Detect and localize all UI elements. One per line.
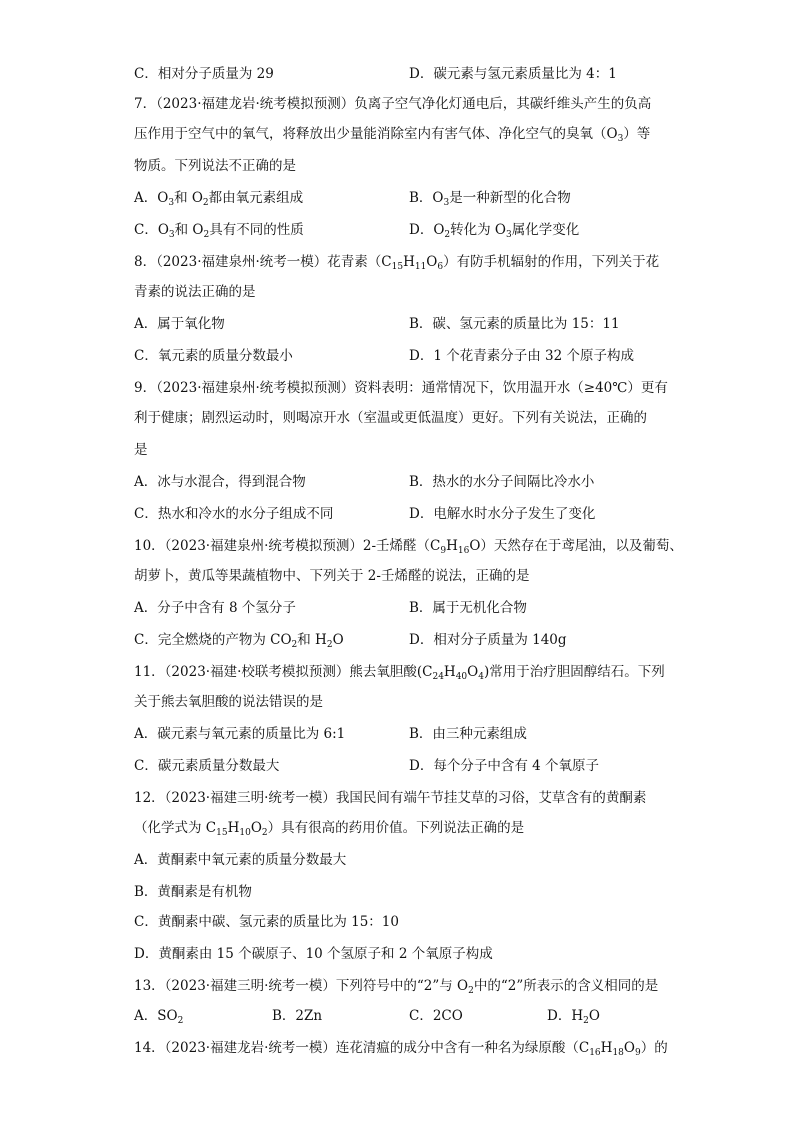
text-line: 压作用于空气中的氧气，将释放出少量能消除室内有害气体、净化空气的臭氧$(O_3)$等 — [134, 126, 651, 144]
text-line: A．黄酮素中氧元素的质量分数最大 — [134, 852, 347, 868]
option-item: A．碳元素与氧元素的质量比为 6:1 — [134, 726, 346, 742]
text-line: 胡萝卜，黄瓜等果蔬植物中、下列关于 2-壬烯醛的说法，正确的是 — [134, 568, 530, 584]
text-line: 利于健康；剧烈运动时，则喝凉开水（室温或更低温度）更好。下列有关说法，正确的 — [134, 410, 647, 426]
text-line: 物质。下列说法不正确的是 — [134, 158, 296, 174]
option-item: B．$O_3$是一种新型的化合物 — [409, 190, 571, 208]
text-line: 9．（2023·福建泉州·统考模拟预测）资料表明：通常情况下，饮用温开水（≥40℃）更有 — [134, 380, 668, 396]
text-line: 7．（2023·福建龙岩·统考模拟预测）负离子空气净化灯通电后，其碳纤维头产生的负高 — [134, 96, 652, 112]
option-item: C．相对分子质量为 29 — [134, 66, 274, 82]
text-line: B．黄酮素是有机物 — [134, 884, 252, 900]
option-item: C．完全燃烧的产物为 $CO_2$和 $H_2O$ — [134, 632, 344, 650]
text-line: （化学式为 $C_{15}H_{10}O_2$）具有很高的药用价值。下列说法正确的是 — [134, 820, 525, 838]
option-item: C．$O_3$和 $O_2$具有不同的性质 — [134, 222, 304, 240]
text-line: 是 — [134, 442, 148, 458]
option-item: C．2CO — [409, 1008, 463, 1024]
option-item: A．属于氧化物 — [134, 316, 225, 332]
text-line: C．黄酮素中碳、氢元素的质量比为 15：10 — [134, 914, 399, 930]
text-line: 青素的说法正确的是 — [134, 284, 256, 300]
option-item: B．热水的水分子间隔比冷水小 — [409, 474, 595, 490]
option-item: D．碳元素与氢元素质量比为 4：1 — [409, 66, 617, 82]
option-item: D．1 个花青素分子由 32 个原子构成 — [409, 348, 634, 364]
option-item: C．氧元素的质量分数最小 — [134, 348, 293, 364]
text-line: 12．（2023·福建三明·统考一模）我国民间有端午节挂艾草的习俗，艾草含有的黄酮素 — [134, 790, 647, 806]
option-item: B．由三种元素组成 — [409, 726, 527, 742]
text-line: 11．（2023·福建·校联考模拟预测）熊去氧胆酸$(C_{24}H_{40}O_4)$常用于治疗胆固醇结石。下列 — [134, 664, 665, 682]
option-item: B．属于无机化合物 — [409, 600, 527, 616]
text-line: 10．（2023·福建泉州·统考模拟预测）2-壬烯醛$(C_9H_{16}O)$天然存在于鸢尾油，以及葡萄、 — [134, 538, 683, 556]
text-line: 8．（2023·福建泉州·统考一模）花青素$(C_{15}H_{11}O_6)$有防手机辐射的作用，下列关于花 — [134, 254, 660, 272]
option-item: A．$SO_2$ — [134, 1008, 184, 1026]
option-item: A．分子中含有 8 个氢分子 — [134, 600, 296, 616]
text-line: 关于熊去氧胆酸的说法错误的是 — [134, 694, 323, 710]
option-item: B．2Zn — [272, 1008, 323, 1024]
option-item: D．相对分子质量为 140g — [409, 632, 567, 648]
option-item: D．电解水时水分子发生了变化 — [409, 506, 596, 522]
text-line: 14．（2023·福建龙岩·统考一模）连花清瘟的成分中含有一种名为绿原酸$(C_{16}H_{18}O_9)$的 — [134, 1040, 668, 1058]
option-item: C．碳元素质量分数最大 — [134, 758, 280, 774]
option-item: D．$H_2O$ — [547, 1008, 600, 1026]
text-line: D．黄酮素由 15 个碳原子、10 个氢原子和 2 个氧原子构成 — [134, 946, 493, 962]
option-item: A．冰与水混合，得到混合物 — [134, 474, 306, 490]
option-item: A．$O_3$和 $O_2$都由氧元素组成 — [134, 190, 304, 208]
text-line: 13．（2023·福建三明·统考一模）下列符号中的“2”与 $O_2$中的“2”所表示的含义相同的是 — [134, 978, 659, 996]
option-item: D．$O_2$转化为 $O_3$属化学变化 — [409, 222, 580, 240]
option-item: C．热水和冷水的水分子组成不同 — [134, 506, 334, 522]
option-item: D．每个分子中含有 4 个氧原子 — [409, 758, 599, 774]
option-item: B．碳、氢元素的质量比为 15：11 — [409, 316, 620, 332]
